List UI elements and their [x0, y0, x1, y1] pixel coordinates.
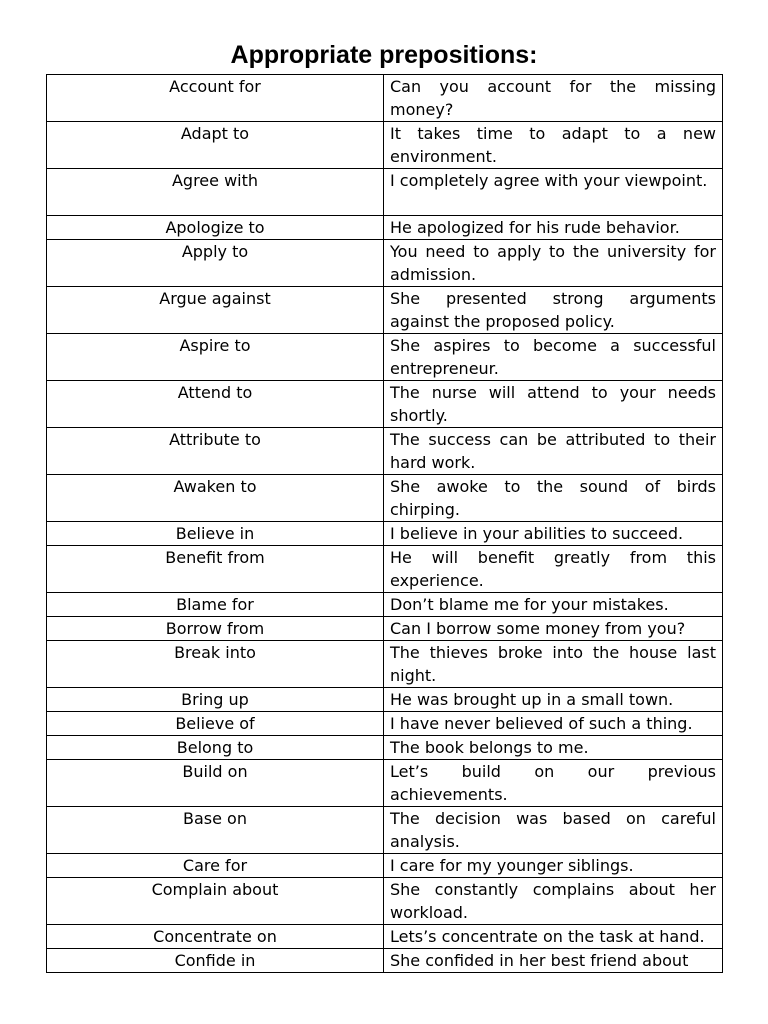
preposition-term: Account for	[47, 75, 384, 122]
preposition-term: Build on	[47, 760, 384, 807]
example-sentence: She confided in her best friend about	[384, 949, 723, 973]
example-sentence: She presented strong arguments against the proposed policy.	[384, 287, 723, 334]
example-sentence: Lets’s concentrate on the task at hand.	[384, 925, 723, 949]
table-row	[47, 807, 723, 854]
preposition-term: Apply to	[47, 240, 384, 287]
example-sentence: It takes time to adapt to a new environment.	[384, 122, 723, 169]
table-row	[47, 334, 723, 381]
example-sentence: You need to apply to the university for admission.	[384, 240, 723, 287]
preposition-term: Borrow from	[47, 617, 384, 641]
table-row	[47, 381, 723, 428]
example-sentence: He apologized for his rude behavior.	[384, 216, 723, 240]
example-sentence: The nurse will attend to your needs shortly.	[384, 381, 723, 428]
preposition-term: Attribute to	[47, 428, 384, 475]
example-sentence: Don’t blame me for your mistakes.	[384, 593, 723, 617]
example-sentence: Can you account for the missing money?	[384, 75, 723, 122]
preposition-term: Apologize to	[47, 216, 384, 240]
example-sentence: Let’s build on our previous achievements.	[384, 760, 723, 807]
table-row	[47, 854, 723, 878]
preposition-term: Believe of	[47, 712, 384, 736]
preposition-term: Complain about	[47, 878, 384, 925]
table-row	[47, 216, 723, 240]
example-sentence: I have never believed of such a thing.	[384, 712, 723, 736]
preposition-term: Base on	[47, 807, 384, 854]
table-row	[47, 925, 723, 949]
table-row	[47, 122, 723, 169]
table-row	[47, 522, 723, 546]
preposition-term: Bring up	[47, 688, 384, 712]
table-row	[47, 641, 723, 688]
table-row	[47, 712, 723, 736]
example-sentence: She awoke to the sound of birds chirping.	[384, 475, 723, 522]
example-sentence: Can I borrow some money from you?	[384, 617, 723, 641]
preposition-term: Believe in	[47, 522, 384, 546]
table-row	[47, 240, 723, 287]
example-sentence: I believe in your abilities to succeed.	[384, 522, 723, 546]
example-sentence: He was brought up in a small town.	[384, 688, 723, 712]
table-row	[47, 546, 723, 593]
preposition-term: Belong to	[47, 736, 384, 760]
table-row	[47, 736, 723, 760]
preposition-term: Blame for	[47, 593, 384, 617]
table-row	[47, 760, 723, 807]
table-row	[47, 475, 723, 522]
preposition-term: Care for	[47, 854, 384, 878]
preposition-term: Awaken to	[47, 475, 384, 522]
example-sentence: He will benefit greatly from this experience.	[384, 546, 723, 593]
example-sentence: She aspires to become a successful entrepreneur.	[384, 334, 723, 381]
table-row	[47, 949, 723, 973]
example-sentence: She constantly complains about her workload.	[384, 878, 723, 925]
page-title: Appropriate prepositions:	[230, 41, 538, 69]
preposition-term: Adapt to	[47, 122, 384, 169]
example-sentence: The success can be attributed to their hard work.	[384, 428, 723, 475]
example-sentence: I care for my younger siblings.	[384, 854, 723, 878]
table-row	[47, 688, 723, 712]
table-row	[47, 593, 723, 617]
preposition-term: Attend to	[47, 381, 384, 428]
table-row	[47, 75, 723, 122]
preposition-term: Aspire to	[47, 334, 384, 381]
table-row	[47, 169, 723, 216]
preposition-term: Argue against	[47, 287, 384, 334]
preposition-term: Agree with	[47, 169, 384, 216]
example-sentence: The decision was based on careful analysis.	[384, 807, 723, 854]
preposition-term: Confide in	[47, 949, 384, 973]
preposition-term: Concentrate on	[47, 925, 384, 949]
preposition-term: Benefit from	[47, 546, 384, 593]
prepositions-table	[46, 74, 723, 973]
table-row	[47, 428, 723, 475]
example-sentence: The thieves broke into the house last night.	[384, 641, 723, 688]
example-sentence: The book belongs to me.	[384, 736, 723, 760]
table-row	[47, 287, 723, 334]
preposition-term: Break into	[47, 641, 384, 688]
table-row	[47, 878, 723, 925]
table-row	[47, 617, 723, 641]
example-sentence: I completely agree with your viewpoint.	[384, 169, 723, 216]
